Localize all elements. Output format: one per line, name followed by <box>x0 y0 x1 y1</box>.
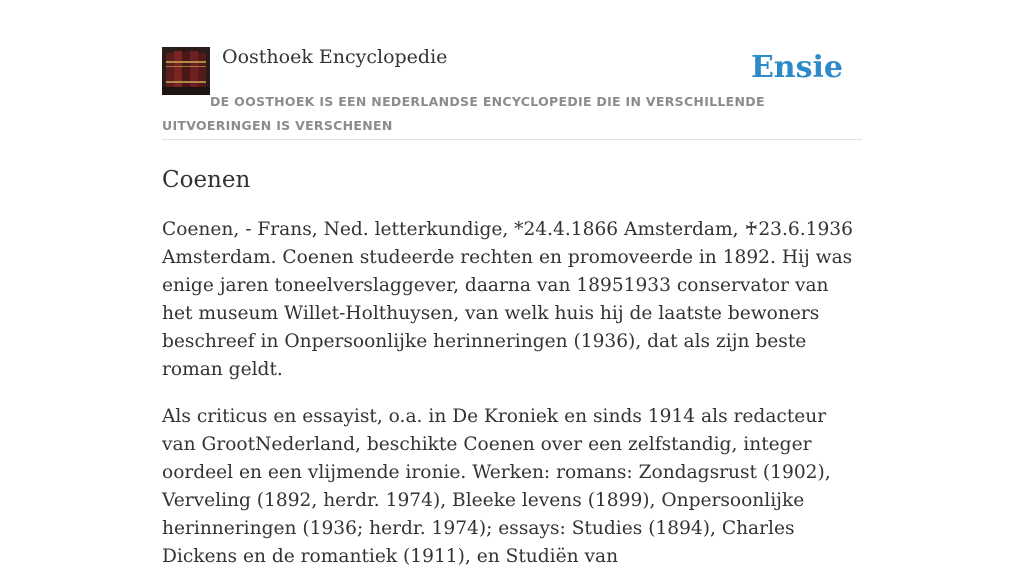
article-paragraph: Als criticus en essayist, o.a. in De Kroniek en sinds 1914 als redacteur van GrootNederland, beschikte Coenen over een zelfstandig, integer oordeel en een vlijmende ironie. Werken: romans: Zondagsrust (1902), Verveling (1892, herdr. 1974), Bleeke levens (1899), Onpersoonlijke herinneringen (1936; herdr. 1974); essays: Studies (1894), Charles Dickens en de romantiek (1911), en Studiën van <box>162 406 831 567</box>
article-body <box>162 216 862 571</box>
site-tagline: DE OOSTHOEK IS EEN NEDERLANDSE ENCYCLOPEDIE DIE IN VERSCHILLENDE UITVOERINGEN IS VERSCHENEN <box>162 94 765 133</box>
site-header <box>162 44 862 140</box>
article-title: Coenen <box>162 167 251 193</box>
encyclopedia-books-icon[interactable] <box>162 47 210 95</box>
brand-logo[interactable]: Ensie <box>750 50 843 85</box>
article-paragraph: Coenen, - Frans, Ned. letterkundige, *24.4.1866 Amsterdam, ♰23.6.1936 Amsterdam. Coenen studeerde rechten en promoveerde in 1892. Hij was enige jaren toneelverslaggever, daarna van 18951933 conservator van het museum Willet-Holthuysen, van welk huis hij de laatste bewoners beschreef in Onpersoonlijke herinneringen (1936), dat als zijn beste roman geldt. <box>162 219 853 380</box>
content-container <box>162 44 862 571</box>
site-name[interactable]: Oosthoek Encyclopedie <box>222 46 448 68</box>
